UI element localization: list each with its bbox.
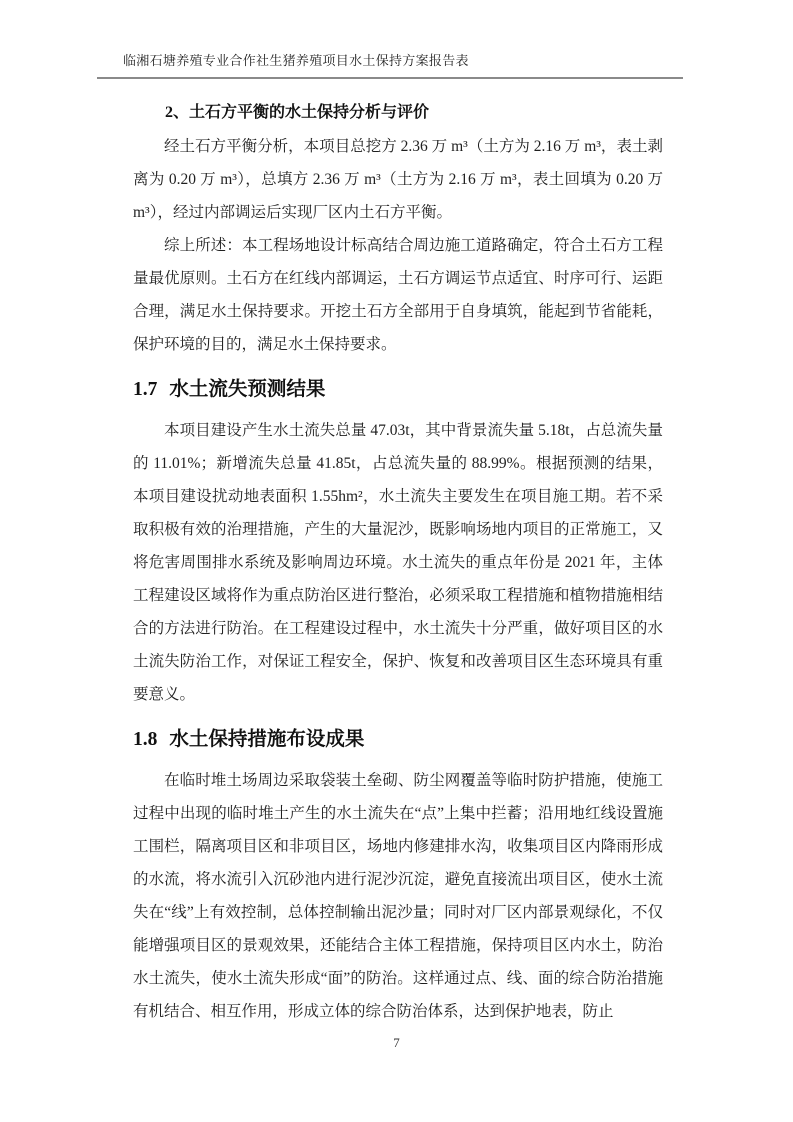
page-footer [0, 1034, 793, 1052]
subsection-heading-earthwork-balance [133, 96, 663, 130]
paragraph-earthwork-summary: 综上所述：本工程场地设计标高结合周边施工道路确定，符合土石方工程量最优原则。土石方在红线内部调运，土石方调运节点适宜、时序可行、运距合理，满足水土保持要求。开挖土石方全部用于自身填筑，能起到节省能耗，保护环境的目的，满足水土保持要求。 [133, 237, 663, 353]
header-title: 临湘石塘养殖专业合作社生猪养殖项目水土保持方案报告表 [123, 53, 469, 68]
section-title: 水土流失预测结果 [169, 379, 326, 400]
document-body [133, 96, 663, 1028]
section-heading-1-7 [133, 376, 663, 404]
page-header [97, 50, 683, 79]
subsection-title: 土石方平衡的水土保持分析与评价 [189, 104, 430, 121]
section-title: 水土保持措施布设成果 [169, 729, 365, 750]
paragraph-conservation-measures: 在临时堆土场周边采取袋装土垒砌、防尘网覆盖等临时防护措施，使施工过程中出现的临时堆土产生的水土流失在“点”上集中拦蓄；沿用地红线设置施工围栏，隔离项目区和非项目区，场地内修建排水沟，收集项目区内降雨形成的水流，将水流引入沉砂池内进行泥沙沉淀，避免直接流出项目区，使水土流失在“线”上有效控制，总体控制输出泥沙量；同时对厂区内部景观绿化，不仅能增强项目区的景观效果，还能结合主体工程措施，保持项目区内水土，防治水土流失，使水土流失形成“面”的防治。这样通过点、线、面的综合防治措施有机结合、相互作用，形成立体的综合防治体系，达到保护地表，防止 [133, 772, 663, 1020]
section-number: 1.7 [133, 379, 158, 400]
section-heading-1-8 [133, 726, 663, 754]
section-number: 1.8 [133, 729, 158, 750]
page-number: 7 [393, 1035, 400, 1050]
paragraph-earthwork-balance: 经土石方平衡分析，本项目总挖方 2.36 万 m³（土方为 2.16 万 m³，表土剥离为 0.20 万 m³），总填方 2.36 万 m³（土方为 2.16 万 m³，表土回填为 0.20 万 m³），经过内部调运后实现厂区内土石方平衡。 [133, 138, 663, 221]
paragraph-erosion-prediction: 本项目建设产生水土流失总量 47.03t，其中背景流失量 5.18t，占总流失量的 11.01%；新增流失总量 41.85t，占总流失量的 88.99%。根据预测的结果，本项目建设扰动地表面积 1.55hm²，水土流失主要发生在项目施工期。若不采取积极有效的治理措施，产生的大量泥沙，既影响场地内项目的正常施工，又将危害周围排水系统及影响周边环境。水土流失的重点年份是 2021 年，主体工程建设区域将作为重点防治区进行整治，必须采取工程措施和植物措施相结合的方法进行防治。在工程建设过程中，水土流失十分严重，做好项目区的水土流失防治工作，对保证工程安全，保护、恢复和改善项目区生态环境具有重要意义。 [133, 422, 663, 703]
subsection-number: 2、 [165, 104, 190, 121]
